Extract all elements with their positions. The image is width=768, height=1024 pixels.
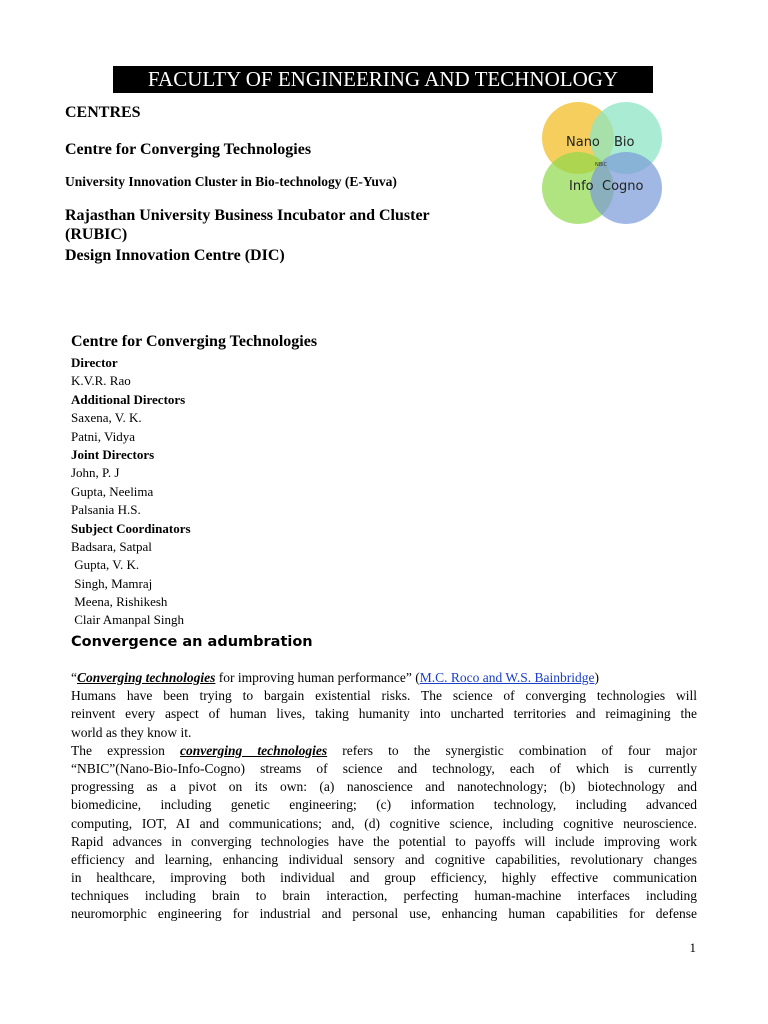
roster-person: Saxena, V. K. — [71, 410, 142, 426]
paragraph-line: world as they know it. — [71, 724, 192, 740]
venn-label-center: NBIC — [595, 162, 608, 168]
citation-link[interactable]: M.C. Roco and W.S. Bainbridge — [419, 670, 595, 685]
p2-emphasis: converging technologies — [180, 742, 328, 758]
roster-person: Patni, Vidya — [71, 428, 135, 444]
roster-person: Gupta, Neelima — [71, 483, 154, 499]
paragraph-line: efficiency and learning, enhancing individual sensory and cognitive capabilities, revolutionary changes — [71, 851, 697, 867]
roster-person: Badsara, Satpal — [71, 538, 152, 554]
section-body — [71, 669, 697, 924]
page-number: 1 — [689, 940, 696, 955]
centre-dic: Design Innovation Centre (DIC) — [65, 247, 285, 264]
paragraph-line: reinvent every aspect of human lives, taking humanity into uncharted territories and reimagining the — [71, 706, 697, 722]
paragraph-line: neuromorphic engineering for industrial and personal use, enhancing human capabilities for defense — [71, 906, 697, 922]
quote-emphasis: Converging technologies — [77, 670, 216, 685]
paragraph-line: techniques including brain to brain interaction, perfecting human-machine interfaces including — [71, 888, 697, 904]
p2-lead: The expression — [71, 742, 181, 758]
roster-role-heading: Subject Coordinators — [71, 520, 191, 536]
paragraph-line: in healthcare, improving both individual and group efficiency, highly effective communication — [71, 870, 697, 886]
paragraph-line: biomedicine, including genetic engineering; (c) information technology, including advanced — [71, 797, 697, 813]
quote-line — [71, 669, 697, 687]
quote-text: for improving human performance” ( — [215, 670, 420, 685]
roster-person: John, P. J — [71, 465, 120, 481]
venn-label-info: Info — [569, 179, 594, 194]
venn-label-cogno: Cogno — [602, 179, 644, 194]
quote-open: “ — [71, 670, 77, 685]
quote-close: ) — [594, 670, 599, 685]
roster-title: Centre for Converging Technologies — [71, 333, 318, 350]
roster-role-heading: Director — [71, 355, 118, 370]
roster-person: Gupta, V. K. — [71, 557, 140, 573]
section-heading: Convergence an adumbration — [71, 634, 313, 650]
centre-converging-tech: Centre for Converging Technologies — [65, 141, 312, 158]
centre-rubic: Rajasthan University Business Incubator and Cluster (RUBIC) — [65, 207, 430, 243]
paragraph-line: “NBIC”(Nano-Bio-Info-Cogno) streams of science and technology, each of which is currently — [71, 760, 697, 776]
paragraph-line: computing, IOT, AI and communications; and, (d) cognitive science, including cognitive neuroscience. — [71, 815, 697, 831]
roster-person: Clair Amanpal Singh — [71, 612, 185, 628]
paragraph-line: Humans have been trying to bargain existential risks. The science of converging technologies will — [71, 688, 697, 704]
roster-role-heading: Joint Directors — [71, 446, 155, 462]
roster-person: Palsania H.S. — [71, 502, 141, 518]
staff-roster — [71, 354, 191, 630]
paragraph-line — [71, 742, 697, 760]
paragraph-line: progressing as a pivot on its own: (a) nanoscience and nanotechnology; (b) biotechnology and — [71, 779, 697, 795]
roster-person: Singh, Mamraj — [71, 575, 153, 591]
p2-rest: refers to the synergistic combination of four major — [327, 742, 697, 758]
centre-e-yuva: University Innovation Cluster in Bio-technology (E-Yuva) — [65, 174, 397, 189]
faculty-banner: FACULTY OF ENGINEERING AND TECHNOLOGY — [113, 66, 653, 93]
venn-label-nano: Nano — [566, 135, 600, 150]
roster-person: Meena, Rishikesh — [71, 594, 168, 610]
centres-heading: CENTRES — [65, 104, 141, 121]
nbic-venn-logo — [538, 100, 668, 228]
paragraph-line: Rapid advances in converging technologies have the potential to payoffs will include improving work — [71, 833, 697, 849]
roster-person: K.V.R. Rao — [71, 373, 131, 389]
roster-role-heading: Additional Directors — [71, 391, 186, 407]
venn-label-bio: Bio — [614, 135, 635, 150]
